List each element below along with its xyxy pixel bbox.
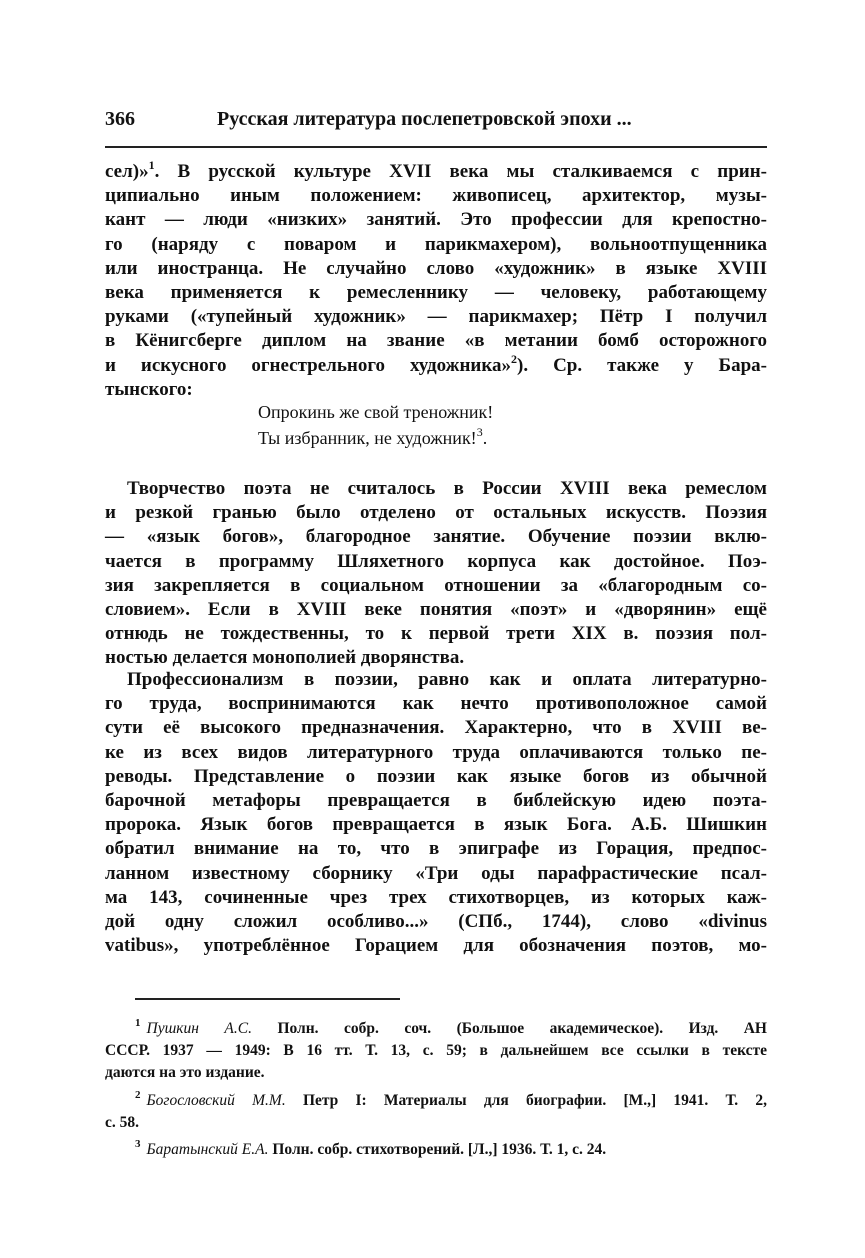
text-line: кант — люди «низких» занятий. Это профессии для крепостно- bbox=[105, 209, 767, 231]
verse-quote bbox=[258, 399, 493, 451]
running-title: Русская литература послепетровской эпохи ... bbox=[217, 108, 632, 130]
text-line: руками («тупейный художник» — парикмахер; Пётр I получил bbox=[105, 306, 767, 328]
footnote-number: 2 bbox=[135, 1089, 141, 1101]
footnote-3: $^3$ Баратынский Е.А. Полн. собр. стихотворений. [Л.,] 1936. Т. 1, с. 24. bbox=[135, 1138, 607, 1158]
text-line: vatibus», употреблённое Горацием для обозначения поэтов, мо- bbox=[105, 935, 767, 957]
footnote-number: 3 bbox=[135, 1138, 141, 1150]
text-line: реводы. Представление о поэзии как языке богов из обычной bbox=[105, 765, 767, 787]
text-line: отнюдь не тождественны, то к первой трети XIX в. поэзия пол- bbox=[105, 623, 767, 645]
footnote-line: даются на это издание. bbox=[105, 1064, 265, 1081]
text-line: ципиально иным положением: живописец, архитектор, музы- bbox=[105, 185, 767, 207]
footnote-ref[interactable]: 1 bbox=[148, 158, 155, 172]
text-line: тынского: bbox=[105, 378, 193, 400]
text-line: ма 143, сочиненные чрез трех стихотворцев, из которых каж- bbox=[105, 886, 767, 908]
text-line: или иностранца. Не случайно слово «художник» в языке XVIII bbox=[105, 257, 767, 279]
footnote-line: СССР. 1937 — 1949: В 16 тт. Т. 13, с. 59; в дальнейшем все ссылки в тексте bbox=[105, 1042, 767, 1059]
text-line: — «язык богов», благородное занятие. Обучение поэзии вклю- bbox=[105, 526, 767, 548]
footnote-line: с. 58. bbox=[105, 1114, 140, 1131]
text-line: ланном известному сборнику «Три оды парафрастические псал- bbox=[105, 862, 767, 884]
text-line: ностью делается монополией дворянства. bbox=[105, 647, 465, 669]
text-line: и искусного огнестрельного художника»$^2$). Ср. также у Бара- bbox=[105, 351, 767, 376]
verse-line: Опрокинь же свой треножник! bbox=[258, 402, 494, 422]
text-line: и резкой гранью было отделено от остальных искусств. Поэзия bbox=[105, 502, 767, 524]
text-line: Творчество поэта не считалось в России XVIII века ремеслом bbox=[127, 478, 767, 499]
footnote-author: Богословский М.М. bbox=[146, 1092, 286, 1109]
text-line: века применяется к ремесленнику — человеку, работающему bbox=[105, 281, 767, 303]
text-line: в Кёнигсберге диплом на звание «в метании бомб осторожного bbox=[105, 330, 767, 352]
footnote-ref[interactable]: 3 bbox=[476, 425, 483, 439]
footnote-1: $^1$ Пушкин А.С. Полн. собр. соч. (Большое академическое). Изд. АН СССР. 1937 — 1949: В 16 тт. Т. 13, с. 59; в дальнейшем все ссылки в тексте даются на это издание. bbox=[105, 1018, 767, 1084]
footnote-number: 1 bbox=[135, 1017, 141, 1029]
page-number: 366 bbox=[105, 108, 135, 130]
header-rule bbox=[105, 146, 767, 148]
footnote-rule bbox=[135, 998, 400, 1000]
text-line: чается в программу Шляхетного корпуса как достойное. Поэ- bbox=[105, 550, 767, 572]
paragraph-3 bbox=[105, 668, 767, 958]
text-line: словием». Если в XVIII веке понятия «поэт» и «дворянин» ещё bbox=[105, 598, 767, 620]
paragraph-2 bbox=[105, 477, 767, 671]
text-line: барочной метафоры превращается в библейскую идею поэта- bbox=[105, 789, 767, 811]
footnote-author: Пушкин А.С. bbox=[146, 1020, 252, 1037]
text-line: Профессионализм в поэзии, равно как и оплата литературно- bbox=[127, 669, 767, 690]
text-line: дой одну сложил особливо...» (СПб., 1744), слово «divinus bbox=[105, 910, 767, 932]
footnote-2: $^2$ Богословский М.М. Петр I: Материалы для биографии. [М.,] 1941. Т. 2, с. 58. bbox=[105, 1090, 767, 1134]
text-line: го (наряду с поваром и парикмахером), вольноотпущенника bbox=[105, 233, 767, 255]
text-line: обратил внимание на то, что в эпиграфе из Горация, предпос- bbox=[105, 838, 767, 860]
text-line: зия закрепляется в социальном отношении за «благородным со- bbox=[105, 574, 767, 596]
text-line: ке из всех видов литературного труда оплачиваются только пе- bbox=[105, 741, 767, 763]
paragraph-1 bbox=[105, 160, 767, 402]
footnote-ref[interactable]: 2 bbox=[511, 351, 518, 366]
text-line: сути её высокого предназначения. Характерно, что в XVIII ве- bbox=[105, 717, 767, 739]
text-line: пророка. Язык богов превращается в язык Бога. А.Б. Шишкин bbox=[105, 814, 767, 836]
text-line: го труда, воспринимаются как нечто противоположное самой bbox=[105, 693, 767, 715]
text-line: сел)»$^1$. В русской культуре XVII века мы сталкиваемся с прин- bbox=[105, 158, 767, 182]
verse-line: Ты избранник, не художник!$^3$. bbox=[258, 425, 488, 448]
footnote-author: Баратынский Е.А. bbox=[146, 1141, 269, 1158]
